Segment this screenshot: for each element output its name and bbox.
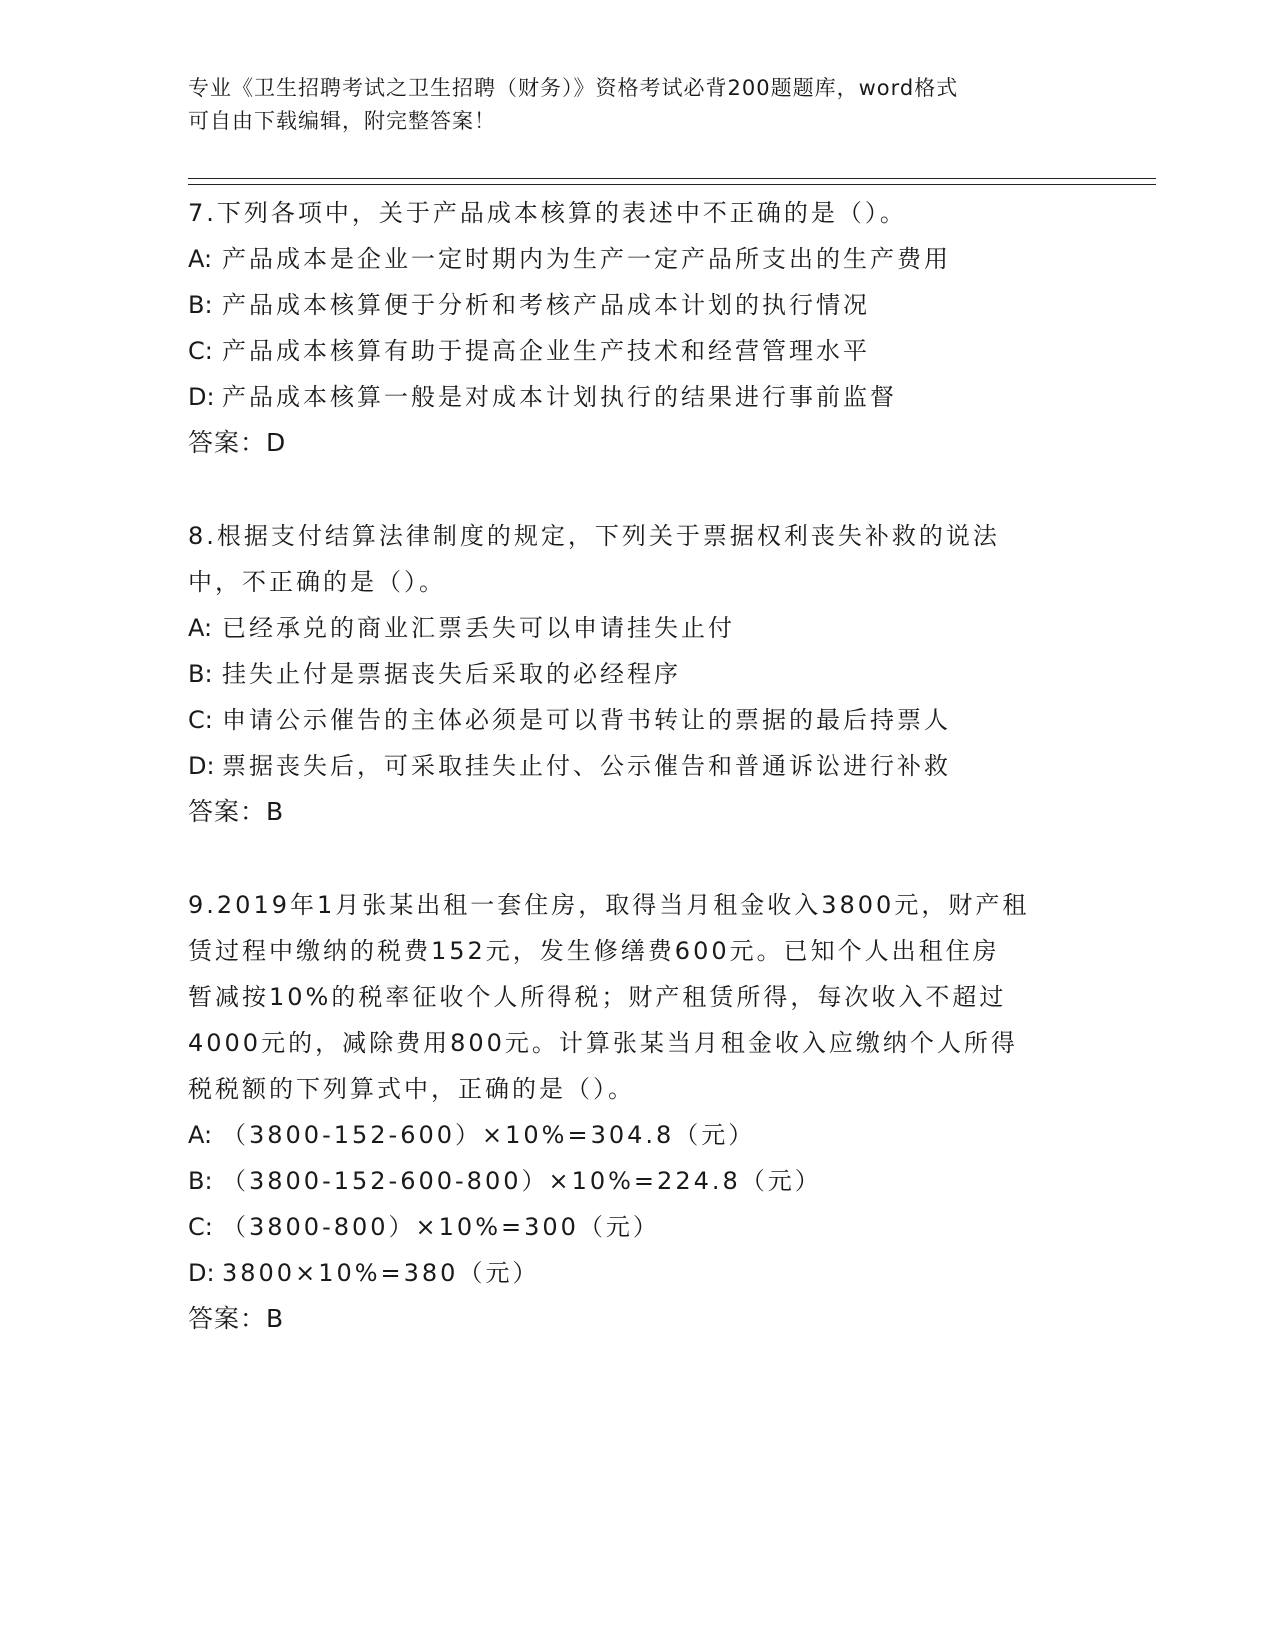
option-text: 产品成本是企业一定时期内为生产一定产品所支出的生产费用 [222, 245, 951, 273]
question-stem-line: 9.2019年1月张某出租一套住房，取得当月租金收入3800元，财产租 [188, 891, 1030, 919]
option-item [188, 697, 1088, 743]
question-stem-line: 8.根据支付结算法律制度的规定，下列关于票据权利丧失补救的说法 [188, 522, 1000, 550]
header-line-1: 专业《卫生招聘考试之卫生招聘（财务）》资格考试必背200题题库，word格式 [188, 76, 959, 100]
answer-text: 答案：B [188, 797, 285, 826]
option-text: 产品成本核算便于分析和考核产品成本计划的执行情况 [222, 291, 870, 319]
question-stem-line: 赁过程中缴纳的税费152元，发生修缮费600元。已知个人出租住房 [188, 937, 1000, 965]
option-text: 票据丧失后，可采取挂失止付、公示催告和普通诉讼进行补救 [222, 752, 951, 780]
question-stem-line: 暂减按10%的税率征收个人所得税；财产租赁所得，每次收入不超过 [188, 983, 1007, 1011]
option-label: A: [188, 614, 213, 642]
option-text: 3800×10%=380（元） [222, 1259, 540, 1287]
option-text: 挂失止付是票据丧失后采取的必经程序 [222, 660, 681, 688]
question-list [188, 190, 1088, 1389]
question-stem-line: 税税额的下列算式中，正确的是（）。 [188, 1075, 635, 1103]
option-text: 产品成本核算一般是对成本计划执行的结果进行事前监督 [222, 383, 897, 411]
option-label: C: [188, 1213, 213, 1241]
document-header [188, 72, 1088, 138]
option-text: （3800-152-600-800）×10%=224.8（元） [222, 1167, 822, 1195]
option-label: B: [188, 1167, 213, 1195]
option-item [188, 1112, 1088, 1158]
option-label: A: [188, 1121, 213, 1149]
question-stem-line: 7.下列各项中，关于产品成本核算的表述中不正确的是（）。 [188, 199, 907, 227]
option-text: （3800-800）×10%=300（元） [222, 1213, 660, 1241]
header-divider-top [188, 178, 1156, 179]
option-label: C: [188, 706, 213, 734]
option-item [188, 651, 1088, 697]
question-stem-line: 4000元的，减除费用800元。计算张某当月租金收入应缴纳个人所得 [188, 1029, 1018, 1057]
option-text: 申请公示催告的主体必须是可以背书转让的票据的最后持票人 [222, 706, 951, 734]
answer-text: 答案：D [188, 428, 287, 457]
option-item [188, 1204, 1088, 1250]
option-item [188, 1158, 1088, 1204]
option-item [188, 328, 1088, 374]
option-item [188, 1250, 1088, 1296]
option-item [188, 605, 1088, 651]
option-item [188, 743, 1088, 789]
header-line-2: 可自由下载编辑，附完整答案！ [188, 109, 496, 133]
option-label: B: [188, 291, 213, 319]
option-label: D: [188, 752, 215, 780]
question-stem-line: 中，不正确的是（）。 [188, 568, 446, 596]
option-label: C: [188, 337, 213, 365]
option-label: D: [188, 1259, 215, 1287]
option-text: （3800-152-600）×10%=304.8（元） [222, 1121, 756, 1149]
option-label: D: [188, 383, 215, 411]
option-item [188, 236, 1088, 282]
question-block [188, 513, 1088, 835]
option-label: A: [188, 245, 213, 273]
option-label: B: [188, 660, 213, 688]
option-item [188, 282, 1088, 328]
question-block [188, 190, 1088, 466]
answer-text: 答案：B [188, 1304, 285, 1333]
option-item [188, 374, 1088, 420]
option-text: 产品成本核算有助于提高企业生产技术和经营管理水平 [222, 337, 870, 365]
header-divider-bottom [188, 184, 1156, 185]
question-block [188, 882, 1088, 1342]
option-text: 已经承兑的商业汇票丢失可以申请挂失止付 [222, 614, 735, 642]
